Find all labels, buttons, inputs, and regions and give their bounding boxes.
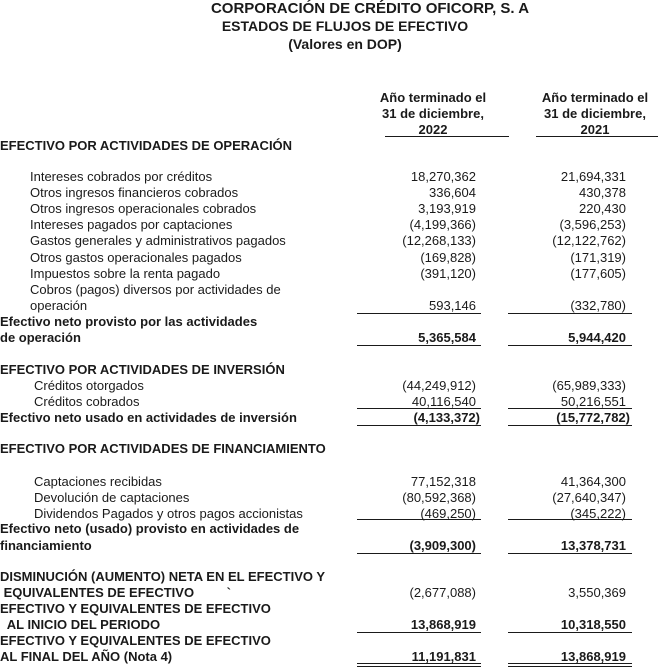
inversion-total-label: Efectivo neto usado en actividades de inversión — [0, 410, 297, 425]
inversion-row-value-2021: (65,989,333) — [552, 378, 626, 393]
operacion-subtotal-rule-2022 — [357, 313, 481, 314]
inversion-total-2022: (4,133,372) — [413, 410, 480, 425]
final-double-rule-2021 — [508, 663, 632, 667]
financiamiento-subtotal-rule-2022 — [357, 519, 481, 520]
inversion-total-2021: (15,772,782) — [556, 410, 630, 425]
financiamiento-row-label: Dividendos Pagados y otros pagos accionistas — [34, 506, 303, 521]
final-value-2022: 11,191,831 — [411, 649, 476, 664]
disminucion-value-2022: (2,677,088) — [409, 585, 476, 600]
operacion-total-2022: 5,365,584 — [418, 330, 476, 345]
operacion-row-value-2022: 18,270,362 — [410, 169, 476, 184]
final-double-rule-2022 — [357, 663, 481, 667]
column-2022-line1: Año terminado el — [379, 90, 487, 105]
financiamiento-row-value-2021: (345,222) — [570, 506, 626, 521]
operacion-row-label: Otros ingresos operacionales cobrados — [30, 201, 257, 217]
cobros-value-2022: 593,146 — [429, 298, 476, 313]
operacion-row-label: Intereses cobrados por créditos — [30, 169, 213, 184]
operacion-row-value-2021: 220,430 — [579, 201, 626, 217]
cobros-label-line1: Cobros (pagos) diversos por actividades de — [30, 282, 281, 297]
operacion-row-value-2021: (12,122,762) — [552, 233, 626, 249]
financiamiento-total-2021: 13,378,731 — [560, 538, 626, 553]
column-2022-underline — [385, 136, 509, 137]
inicio-label-line1: EFECTIVO Y EQUIVALENTES DE EFECTIVO — [0, 601, 271, 616]
inversion-subtotal-rule-2022 — [357, 408, 481, 409]
operacion-total-rule-2021 — [508, 345, 632, 346]
inversion-row-value-2022: (44,249,912) — [402, 378, 476, 393]
operacion-row-value-2021: (177,605) — [570, 265, 626, 281]
operacion-row-value-2021: (3,596,253) — [559, 217, 626, 233]
inversion-row-label: Créditos otorgados — [34, 378, 144, 393]
operacion-row-label: Gastos generales y administrativos pagados — [30, 233, 286, 249]
statement-title: ESTADOS DE FLUJOS DE EFECTIVO — [221, 18, 469, 34]
inversion-subtotal-rule-2021 — [508, 408, 632, 409]
operacion-total-line2: de operación — [0, 330, 81, 345]
inversion-total-rule-2022 — [357, 425, 481, 426]
operacion-row-value-2022: 336,604 — [429, 185, 476, 201]
financiamiento-row-value-2022: 77,152,318 — [410, 474, 476, 489]
operacion-row-label: Intereses pagados por captaciones — [30, 217, 233, 233]
operacion-total-rule-2022 — [357, 345, 481, 346]
financiamiento-total-rule-2022 — [357, 553, 481, 554]
operacion-row-value-2022: (12,268,133) — [402, 233, 476, 249]
financiamiento-total-rule-2021 — [508, 553, 632, 554]
financiamiento-heading: EFECTIVO POR ACTIVIDADES DE FINANCIAMIENTO — [0, 441, 326, 456]
inicio-rule-2021 — [508, 632, 632, 633]
financiamiento-row-value-2022: (469,250) — [420, 506, 476, 521]
operacion-row-value-2022: (169,828) — [420, 249, 476, 265]
inversion-total-rule-2021 — [508, 425, 632, 426]
operacion-row-value-2021: 430,378 — [579, 185, 626, 201]
final-label-line2: AL FINAL DEL AÑO (Nota 4) — [0, 649, 173, 664]
financiamiento-total-line1: Efectivo neto (usado) provisto en actividades de — [0, 521, 300, 536]
financiamiento-total-line2: financiamiento — [0, 538, 92, 553]
cobros-value-2021: (332,780) — [570, 298, 626, 313]
financiamiento-row-label: Captaciones recibidas — [34, 474, 162, 489]
operacion-total-line1: Efectivo neto provisto por las actividades — [0, 314, 258, 329]
financiamiento-row-label: Devolución de captaciones — [34, 490, 190, 505]
company-name: CORPORACIÓN DE CRÉDITO OFICORP, S. A — [210, 0, 530, 17]
column-2021-year: 2021 — [580, 122, 610, 137]
disminucion-label-line2: EQUIVALENTES DE EFECTIVO ` — [0, 585, 231, 600]
final-label-line1: EFECTIVO Y EQUIVALENTES DE EFECTIVO — [0, 633, 271, 648]
column-2021-line1: Año terminado el — [541, 90, 649, 105]
financiamiento-row-value-2022: (80,592,368) — [402, 490, 476, 505]
inversion-row-value-2022: 40,116,540 — [411, 394, 476, 409]
currency-note: (Valores en DOP) — [288, 36, 402, 52]
inversion-heading: EFECTIVO POR ACTIVIDADES DE INVERSIÓN — [0, 362, 285, 377]
operacion-total-2021: 5,944,420 — [568, 330, 626, 345]
column-2021-underline — [536, 136, 658, 137]
column-2022-year: 2022 — [418, 122, 448, 137]
inversion-row-label: Créditos cobrados — [34, 394, 140, 409]
column-2021-line2: 31 de diciembre, — [544, 106, 646, 121]
operacion-row-value-2022: 3,193,919 — [418, 201, 476, 217]
inicio-label-line2: AL INICIO DEL PERIODO — [0, 617, 161, 632]
financiamiento-total-2022: (3,909,300) — [409, 538, 476, 553]
inicio-value-2022: 13,868,919 — [410, 617, 476, 632]
operacion-row-value-2021: (171,319) — [570, 249, 626, 265]
operacion-row-value-2021: 21,694,331 — [560, 169, 626, 184]
operacion-row-label: Otros gastos operacionales pagados — [30, 249, 242, 265]
operacion-subtotal-rule-2021 — [508, 313, 632, 314]
cobros-label-line2: operación — [30, 298, 88, 313]
operacion-row-label: Impuestos sobre la renta pagado — [30, 265, 221, 281]
inicio-rule-2022 — [357, 632, 481, 633]
final-value-2021: 13,868,919 — [560, 649, 626, 664]
financiamiento-row-value-2021: (27,640,347) — [552, 490, 626, 505]
financiamiento-subtotal-rule-2021 — [508, 519, 632, 520]
operacion-row-label: Otros ingresos financieros cobrados — [30, 185, 239, 201]
operacion-row-value-2022: (391,120) — [420, 265, 476, 281]
disminucion-value-2021: 3,550,369 — [568, 585, 626, 600]
column-2022-line2: 31 de diciembre, — [382, 106, 484, 121]
operacion-row-value-2022: (4,199,366) — [409, 217, 476, 233]
operacion-heading: EFECTIVO POR ACTIVIDADES DE OPERACIÓN — [0, 138, 293, 153]
financiamiento-row-value-2021: 41,364,300 — [560, 474, 626, 489]
inversion-row-value-2021: 50,216,551 — [560, 394, 626, 409]
inicio-value-2021: 10,318,550 — [560, 617, 626, 632]
disminucion-label-line1: DISMINUCIÓN (AUMENTO) NETA EN EL EFECTIVO Y — [0, 569, 326, 584]
